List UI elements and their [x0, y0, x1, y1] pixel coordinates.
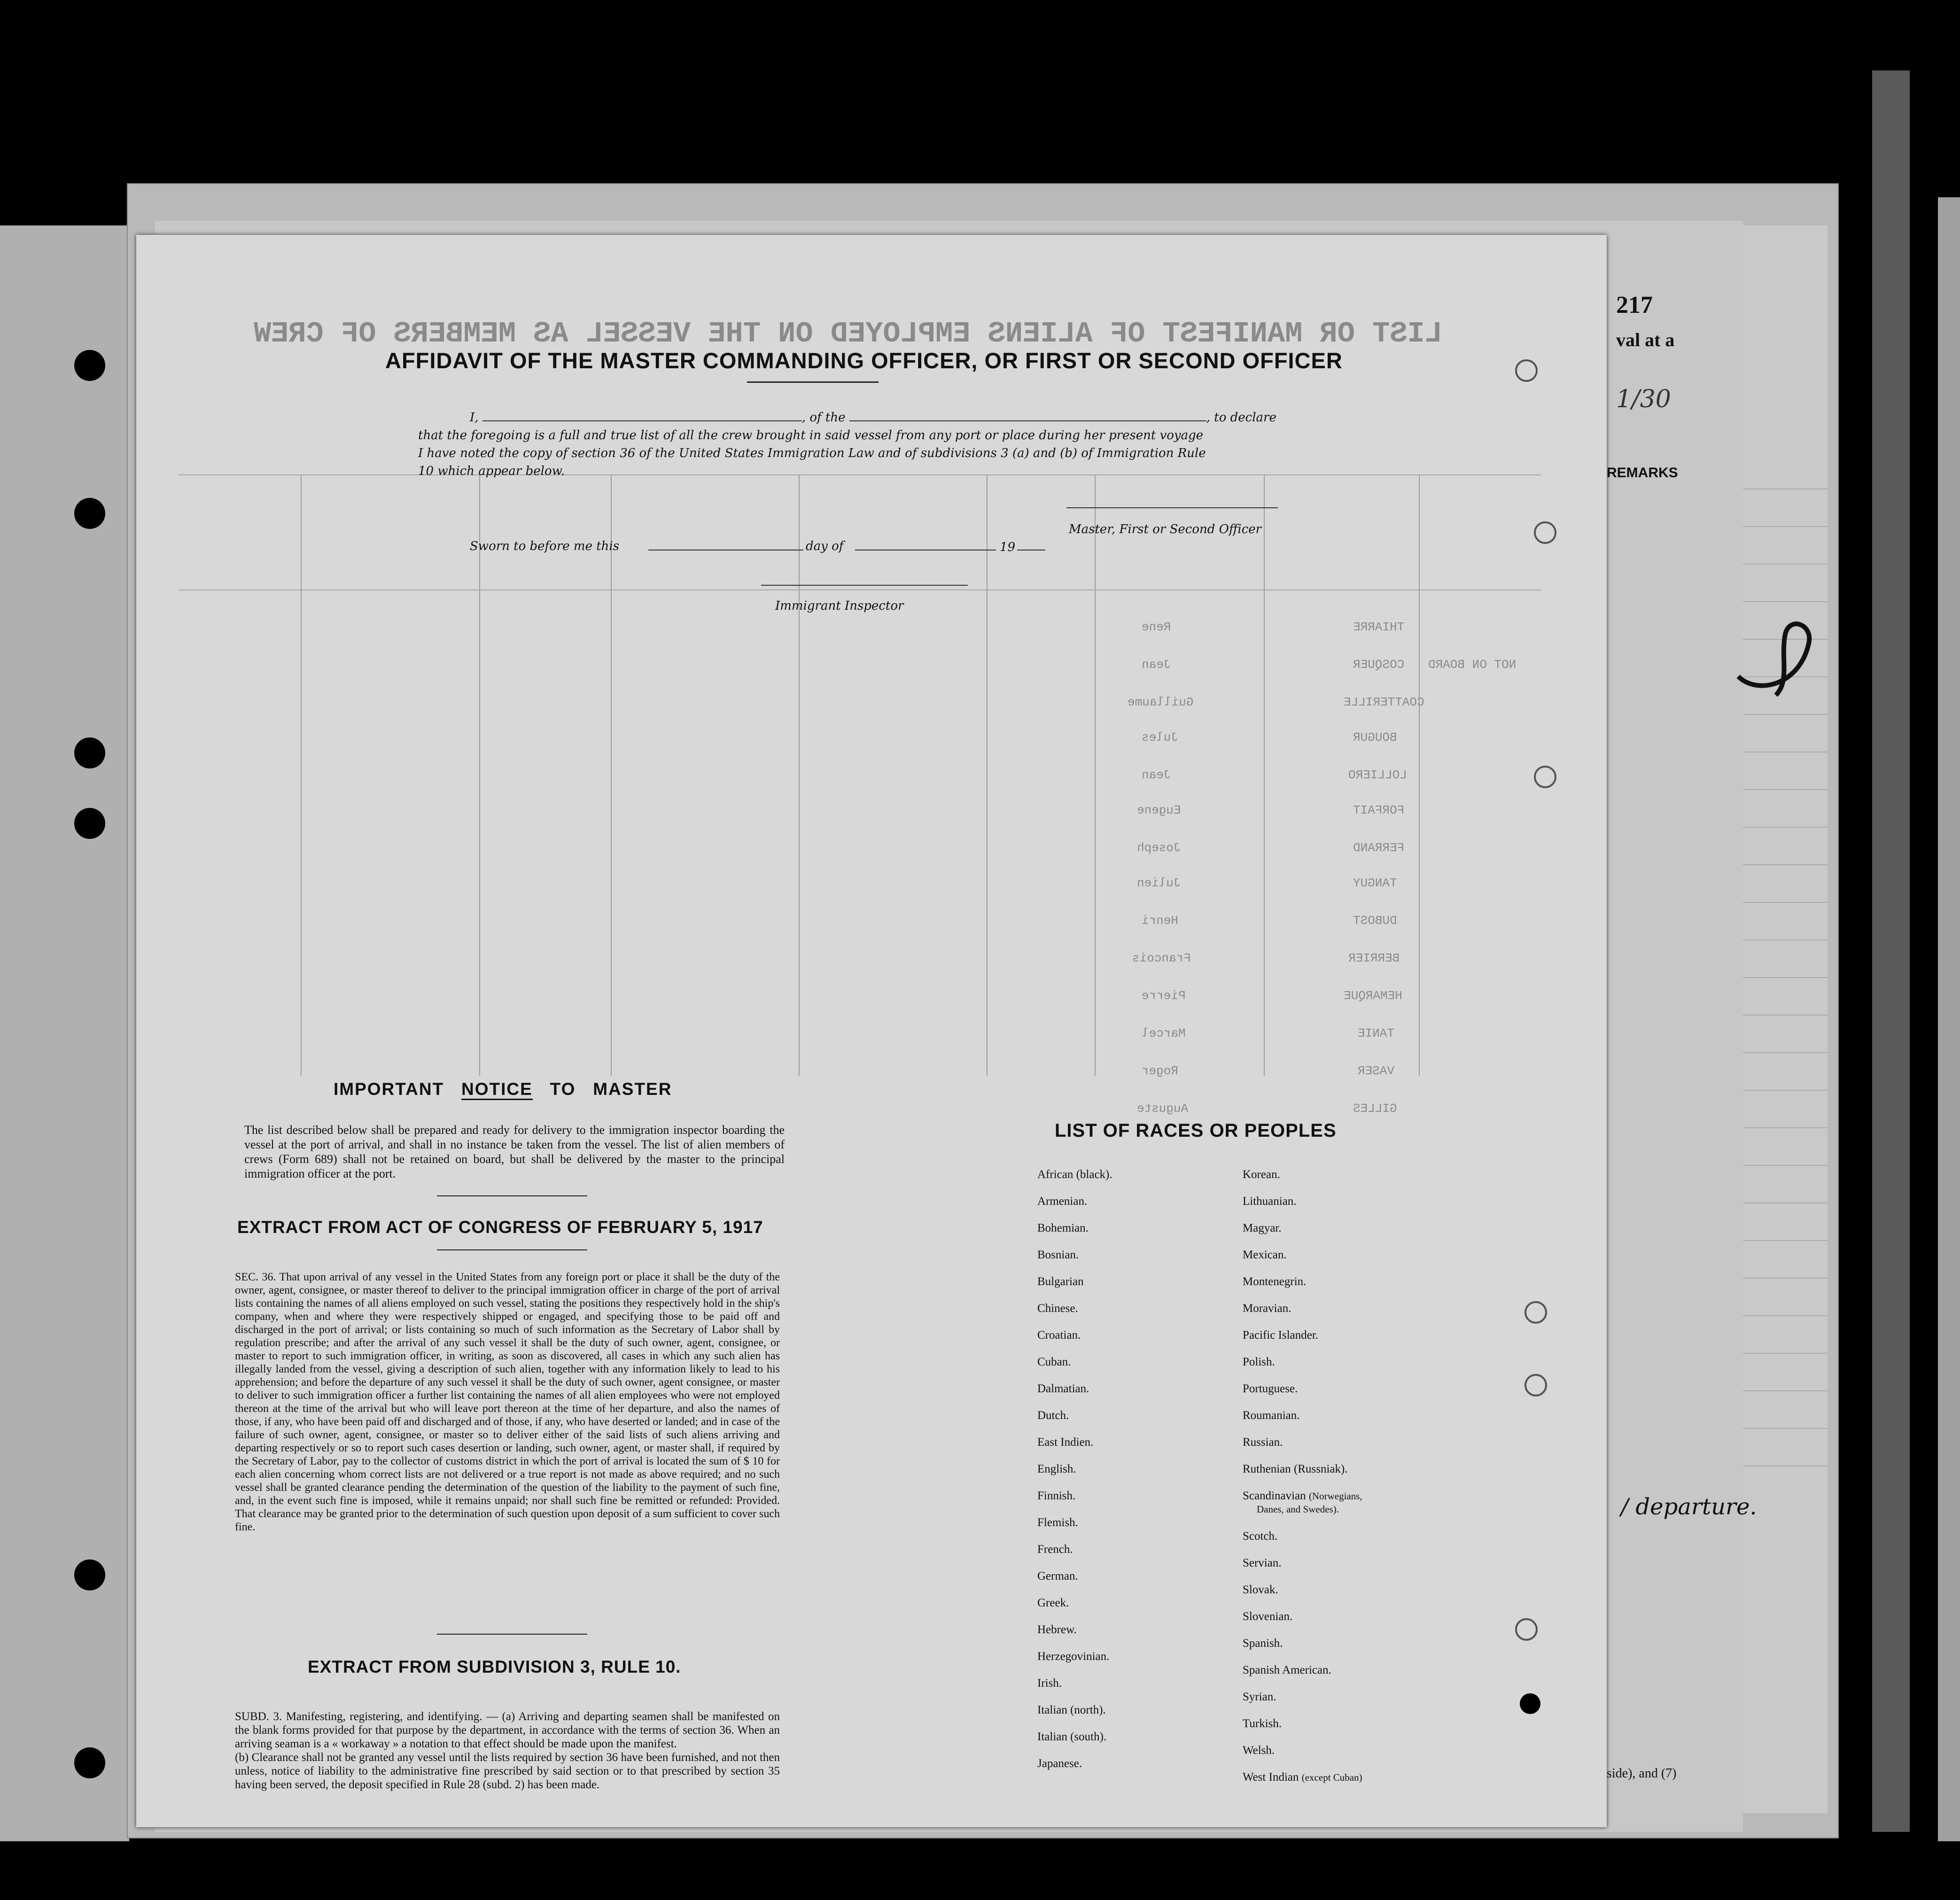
punch-hole — [1520, 1693, 1540, 1714]
handwritten-mark — [1719, 606, 1828, 700]
race-item: Italian (south). — [1037, 1730, 1107, 1743]
handwritten-date: 1/30 — [1616, 385, 1671, 413]
ghost-given-name: Henri — [1142, 914, 1179, 928]
race-item: Hebrew. — [1037, 1623, 1077, 1636]
ghost-crew-name: FORFAIT — [1353, 803, 1405, 817]
race-item-scandinavian — [1243, 1489, 1362, 1530]
race-item: Russian. — [1243, 1436, 1283, 1449]
ghost-given-name: Eugene — [1137, 803, 1181, 817]
race-item: Magyar. — [1243, 1222, 1282, 1234]
race-item: Bosnian. — [1037, 1249, 1079, 1261]
race-item: Scandinavian — [1243, 1489, 1306, 1502]
punch-hole — [74, 737, 105, 768]
race-item: African (black). — [1037, 1168, 1112, 1181]
ghost-crew-name: DUBOST — [1353, 914, 1397, 928]
notice-title-part: TO — [550, 1079, 576, 1099]
sworn-prefix: Sworn to before me this — [470, 539, 620, 553]
ghost-given-name: Jules — [1142, 730, 1179, 744]
extract-rule-title: EXTRACT FROM SUBDIVISION 3, RULE 10. — [308, 1657, 681, 1676]
race-item: Greek. — [1037, 1597, 1069, 1609]
title-rule — [747, 381, 879, 383]
officer-name-blank — [482, 410, 802, 421]
ghost-crew-name: BERRIER — [1348, 951, 1400, 965]
ghost-crew-name: COATTERILLE — [1344, 695, 1424, 709]
race-item: Japanese. — [1037, 1757, 1082, 1770]
races-title: LIST OF RACES OR PEOPLES — [1055, 1120, 1337, 1141]
punch-hole-small — [1515, 1618, 1538, 1641]
race-item-note: Danes, and Swedes). — [1257, 1504, 1339, 1515]
race-item: Chinese. — [1037, 1302, 1078, 1315]
ghost-crew-name: THIARRE — [1353, 620, 1405, 634]
subdivision-3-text — [235, 1710, 780, 1791]
ghost-given-name: Julien — [1137, 876, 1181, 890]
race-item: Welsh. — [1243, 1744, 1275, 1757]
race-item: Bohemian. — [1037, 1222, 1089, 1234]
form-number: 217 — [1616, 292, 1653, 318]
ghost-given-name: Roger — [1142, 1064, 1179, 1078]
ghost-crew-name: TANGUY — [1353, 876, 1397, 890]
notice-body: The list described below shall be prepared and ready for delivery to the immigration inspector boarding the vessel at the port of arrival, and shall in no instance be taken from the vessel. The list of alien members of crews (Form 689) shall not be retained on board, but shall be delivered by the master to the principal immigration officer at the port. — [244, 1123, 785, 1180]
right-footer-note: side), and (7) — [1607, 1766, 1677, 1781]
punch-hole-small — [1524, 1374, 1547, 1396]
race-item: Polish. — [1243, 1356, 1275, 1368]
race-item: Flemish. — [1037, 1516, 1078, 1529]
sworn-day-label: day of — [806, 539, 844, 553]
race-item: Croatian. — [1037, 1329, 1081, 1342]
ghost-given-name: Rene — [1142, 620, 1171, 634]
ghost-given-name: Jean — [1142, 658, 1171, 672]
race-item: Pacific Islander. — [1243, 1329, 1319, 1342]
ghost-given-name: Marcel — [1142, 1026, 1186, 1040]
race-item: Ruthenian (Russniak). — [1243, 1463, 1348, 1475]
section-rule — [437, 1195, 587, 1196]
punch-hole — [74, 1747, 105, 1778]
race-item: Armenian. — [1037, 1195, 1088, 1208]
section-rule — [437, 1634, 587, 1635]
oath-end: , to declare — [1206, 411, 1276, 425]
race-item: Montenegrin. — [1243, 1275, 1307, 1288]
oath-prefix: I, — [470, 411, 479, 425]
punch-hole-small — [1524, 1301, 1547, 1324]
ghost-crew-name: BOUGUR — [1353, 730, 1397, 744]
ghost-grid-line — [1095, 474, 1096, 1076]
ghost-crew-name: TANIE — [1358, 1026, 1395, 1040]
inspector-signature-line — [761, 585, 968, 586]
races-column-2 — [1243, 1168, 1362, 1798]
race-item: Italian (north). — [1037, 1704, 1106, 1716]
ghost-crew-name: VASER — [1358, 1064, 1395, 1078]
race-item: Spanish American. — [1243, 1664, 1331, 1676]
race-item: Spanish. — [1243, 1637, 1283, 1650]
ghost-grid-line — [611, 474, 612, 1076]
ghost-given-name: Pierre — [1142, 989, 1186, 1003]
affidavit-title: AFFIDAVIT OF THE MASTER COMMANDING OFFICER, OR FIRST OR SECOND OFFICER — [385, 348, 1343, 373]
ghost-grid-line — [1264, 474, 1265, 1076]
race-item: Slovenian. — [1243, 1610, 1293, 1623]
vessel-name-blank — [849, 410, 1206, 421]
race-item: Lithuanian. — [1243, 1195, 1297, 1208]
ghost-crew-name: HEMARQUE — [1344, 989, 1402, 1003]
extract-act-title: EXTRACT FROM ACT OF CONGRESS OF FEBRUARY 5, 1917 — [237, 1218, 763, 1237]
oath-line-2: that the foregoing is a full and true list of all the crew brought in said vessel from any port or place during her present voyage — [418, 428, 1204, 442]
race-item: Dalmatian. — [1037, 1382, 1089, 1395]
section-rule — [437, 1249, 587, 1250]
race-item-note: (except Cuban) — [1301, 1772, 1362, 1783]
punch-hole — [74, 1559, 105, 1590]
race-item: Irish. — [1037, 1677, 1062, 1690]
race-item: English. — [1037, 1463, 1076, 1475]
oath-line-4: 10 which appear below. — [418, 464, 565, 478]
ghost-grid-line — [987, 474, 988, 1076]
race-item: Portuguese. — [1243, 1382, 1298, 1395]
master-label: Master, First or Second Officer — [1069, 522, 1262, 536]
punch-hole-small — [1534, 521, 1556, 544]
ghost-crew-name: LOLLIERO — [1348, 768, 1407, 782]
race-item-west-indian — [1243, 1771, 1362, 1798]
race-item: French. — [1037, 1543, 1073, 1556]
departure-note: / departure. — [1621, 1494, 1757, 1520]
race-item: Syrian. — [1243, 1691, 1276, 1703]
race-item: Korean. — [1243, 1168, 1280, 1181]
ghost-grid-line — [1419, 474, 1420, 1076]
ghost-not-on-board: NOT ON BOARD — [1428, 658, 1517, 672]
race-item: Mexican. — [1243, 1249, 1287, 1261]
ghost-grid-line — [301, 474, 302, 1076]
ghost-grid-line — [179, 589, 1541, 590]
race-item: German. — [1037, 1570, 1078, 1582]
subdivision-b-text: (b) Clearance shall not be granted any vessel until the lists required by section 36 have been furnished, and not then unless, notice of liability to the administrative fine prescribed by said section or to that prescribed by section 35 having been served, the deposit specified in Rule 28 (subd. 2) has been made. — [235, 1751, 780, 1791]
inspector-label: Immigrant Inspector — [775, 599, 904, 613]
race-item: Bulgarian — [1037, 1275, 1084, 1288]
notice-title-part: NOTICE — [461, 1079, 533, 1100]
oath-line-3: I have noted the copy of section 36 of the United States Immigration Law and of subdivisions 3 (a) and (b) of Immigration Rule — [418, 446, 1206, 460]
remarks-header: REMARKS — [1607, 465, 1678, 481]
race-item: Scotch. — [1243, 1530, 1278, 1543]
ghost-crew-name: COSQUER — [1353, 658, 1405, 672]
sworn-year-blank — [1017, 550, 1045, 551]
ghost-given-name: Auguste — [1137, 1101, 1189, 1116]
races-column-1 — [1037, 1168, 1112, 1784]
notice-title-part: MASTER — [593, 1079, 672, 1099]
race-item-note: (Norwegians, — [1308, 1490, 1362, 1502]
sworn-date-blank — [648, 550, 803, 551]
punch-hole-small — [1534, 766, 1556, 788]
ghost-grid-line — [799, 474, 800, 1076]
race-item: Turkish. — [1243, 1717, 1282, 1730]
master-signature-line — [1066, 507, 1278, 508]
race-item: Herzegovinian. — [1037, 1650, 1110, 1663]
race-item: East Indien. — [1037, 1436, 1094, 1449]
race-item: Moravian. — [1243, 1302, 1291, 1315]
race-item: Cuban. — [1037, 1356, 1071, 1368]
ghost-grid-line — [479, 474, 480, 1076]
subdivision-a-text: SUBD. 3. Manifesting, registering, and identifying. — (a) Arriving and departing seamen shall be manifested on the blank forms provided for that purpose by the department, in accordance with the terms of section 36. When an arriving seaman is a « workaway » a notation to that effect should be made upon the manifest. — [235, 1710, 780, 1750]
race-item: Finnish. — [1037, 1489, 1076, 1502]
section-36-text: SEC. 36. That upon arrival of any vessel in the United States from any foreign port or place it shall be the duty of the owner, agent, consignee, or master thereof to deliver to the principal immigration officer in charge of the port of arrival lists containing the names of all aliens employed on such vessel, stating the positions they respectively hold in the ship's company, when and where they were respectively shipped or engaged, and specifying those to be paid off and discharged in the port of arrival; or lists containing so much of such information as the Secretary of Labor shall by regulation prescribe; and after the arrival of any such vessel it shall be the duty of such owner, agent, consignee, or master to report to such immigration officer, in writing, as soon as discovered, all cases in which any such alien has illegally landed from the vessel, giving a description of such alien, together with any information likely to lead to his apprehension; and before the departure of any such vessel it shall be the duty of such owner, agent consignee, or master to deliver to such immigration officer a further list containing the names of all alien employees who were not employed thereon at the time of the arrival but who will leave port thereon at the time of her departure, and also the names of those, if any, who have been paid off and discharged and of those, if any, who have deserted or landed; and in case of the failure of such owner, agent, consignee, or master so to deliver either of the said lists of such aliens arriving and departing respectively or so to report such cases desertion or landing, such owner, agent, or master shall, if required by the Secretary of Labor, pay to the collector of customs district in which the port of arrival is located the sum of $ 10 for each alien concerning whom correct lists are not delivered or a true report is not made as above required; and no such vessel shall be granted clearance pending the determination of the question of the liability to the payment of such fine, and, in the event such fine is imposed, while it remains unpaid; nor shall such fine be remitted or refunded: Provided. That clearance may be granted prior to the determination of such question upon deposit of a sum sufficient to cover such fine. — [235, 1271, 780, 1533]
race-item: Dutch. — [1037, 1409, 1069, 1422]
notice-title-part: IMPORTANT — [334, 1079, 444, 1099]
ghost-given-name: Guillaume — [1128, 695, 1194, 709]
punch-hole-small — [1515, 359, 1538, 382]
right-page-edge — [1872, 70, 1910, 1832]
left-underlying-page — [0, 225, 129, 1841]
punch-hole — [74, 350, 105, 381]
sworn-year-label: 19 — [1000, 540, 1016, 554]
sworn-month-blank — [855, 550, 996, 551]
punch-hole — [74, 808, 105, 839]
oath-mid: , of the — [801, 411, 846, 425]
race-item: Roumanian. — [1243, 1409, 1300, 1422]
ghost-crew-name: FERRAND — [1353, 841, 1405, 855]
race-item: West Indian — [1243, 1771, 1299, 1784]
race-item: Slovak. — [1243, 1583, 1278, 1596]
ghost-manifest-title: LIST OR MANIFEST OF ALIENS EMPLOYED ON THE VESSEL AS MEMBERS OF CREW — [254, 317, 1443, 350]
affidavit-oath — [418, 409, 1353, 480]
right-page-edge-outer — [1938, 197, 1960, 1841]
arrival-fragment: val at a — [1616, 329, 1675, 350]
ghost-given-name: Francois — [1132, 951, 1191, 965]
notice-title — [334, 1079, 672, 1099]
ghost-given-name: Joseph — [1137, 841, 1181, 855]
ghost-given-name: Jean — [1142, 768, 1171, 782]
race-item: Servian. — [1243, 1557, 1282, 1569]
punch-hole — [74, 498, 105, 529]
ghost-crew-name: GILLES — [1353, 1101, 1397, 1116]
